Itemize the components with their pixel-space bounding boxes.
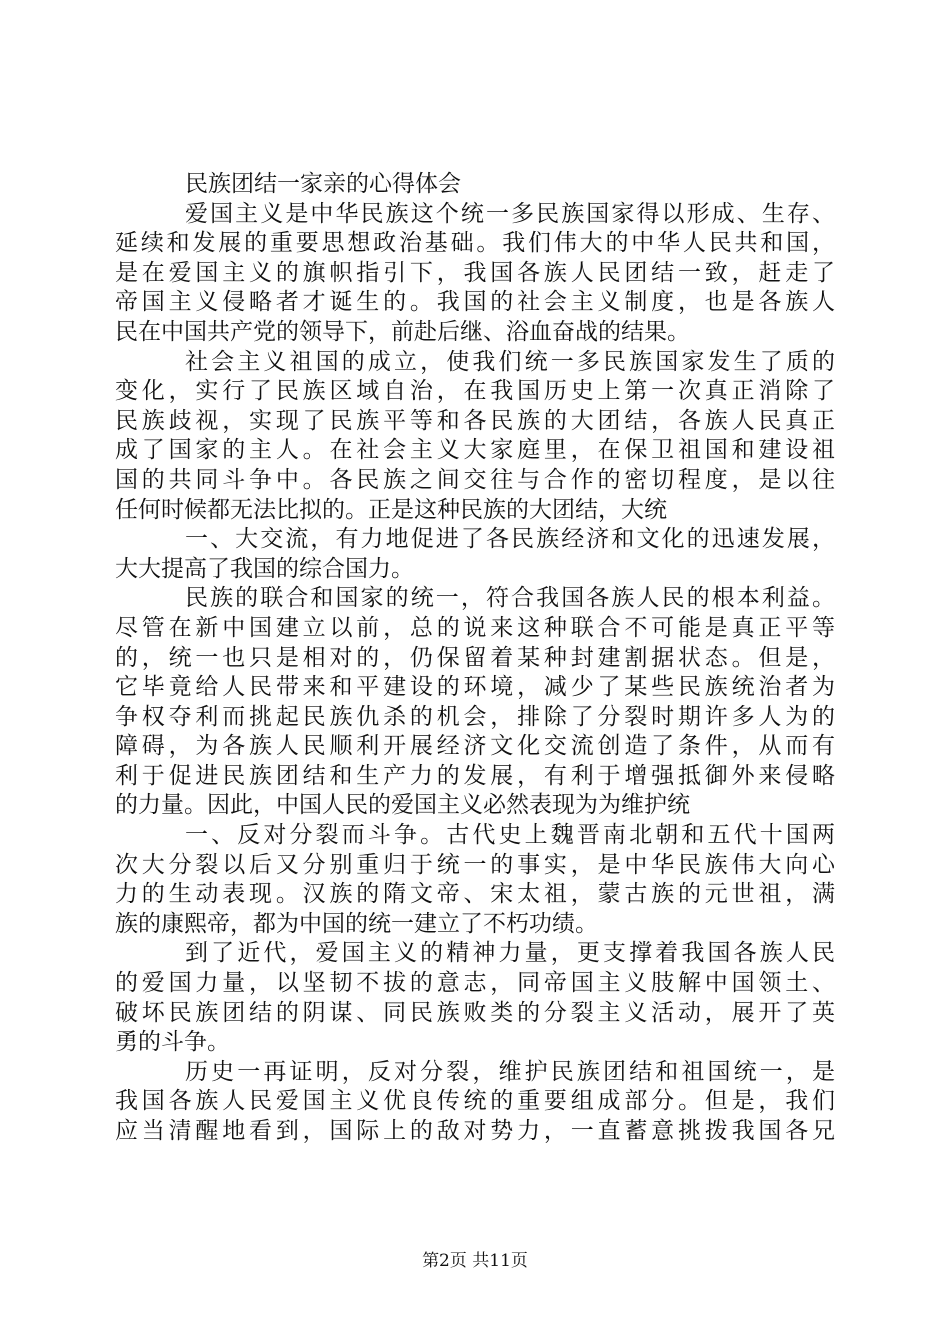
text-line: 到了近代，爱国主义的精神力量，更支撑着我国各族人民 bbox=[185, 940, 835, 967]
text-line: 的爱国力量，以坚韧不拔的意志，同帝国主义肢解中国领土、 bbox=[115, 970, 835, 997]
text-line: 障碍，为各族人民顺利开展经济文化交流创造了条件，从而有 bbox=[115, 733, 835, 760]
page-number: 第2页 共11页 bbox=[422, 1251, 528, 1271]
document-title: 民族团结一家亲的心得体会 bbox=[185, 171, 461, 197]
text-line: 民族歧视，实现了民族平等和各民族的大团结，各族人民真正 bbox=[115, 407, 835, 434]
text-line: 利于促进民族团结和生产力的发展，有利于增强抵御外来侵略 bbox=[115, 762, 835, 789]
text-line: 一、大交流，有力地促进了各民族经济和文化的迅速发展， bbox=[185, 526, 835, 553]
text-line: 应当清醒地看到，国际上的敌对势力，一直蓄意挑拨我国各兄 bbox=[115, 1118, 835, 1144]
text-line: 民在中国共产党的领导下，前赴后继、浴血奋战的结果。 bbox=[115, 318, 690, 345]
text-line: 帝国主义侵略者才诞生的。我国的社会主义制度，也是各族人 bbox=[115, 289, 835, 316]
text-line: 的力量。因此，中国人民的爱国主义必然表现为为维护统 bbox=[115, 792, 690, 819]
text-line: 勇的斗争。 bbox=[115, 1029, 230, 1056]
text-line: 变化，实行了民族区域自治，在我国历史上第一次真正消除了 bbox=[115, 378, 835, 405]
text-line: 民族的联合和国家的统一，符合我国各族人民的根本利益。 bbox=[185, 585, 835, 612]
text-line: 破坏民族团结的阴谋、同民族败类的分裂主义活动，展开了英 bbox=[115, 999, 835, 1026]
text-line: 它毕竟给人民带来和平建设的环境，减少了某些民族统治者为 bbox=[115, 674, 835, 701]
text-line: 次大分裂以后又分别重归于统一的事实，是中华民族伟大向心 bbox=[115, 851, 835, 878]
text-line: 是在爱国主义的旗帜指引下，我国各族人民团结一致，赶走了 bbox=[115, 259, 835, 286]
text-line: 族的康熙帝，都为中国的统一建立了不朽功绩。 bbox=[115, 910, 598, 937]
text-line: 尽管在新中国建立以前，总的说来这种联合不可能是真正平等 bbox=[115, 614, 835, 641]
document-body bbox=[115, 170, 835, 1147]
text-line: 大大提高了我国的综合国力。 bbox=[115, 555, 414, 582]
text-line: 爱国主义是中华民族这个统一多民族国家得以形成、生存、 bbox=[185, 200, 835, 227]
text-line: 一、反对分裂而斗争。古代史上魏晋南北朝和五代十国两 bbox=[185, 822, 835, 849]
text-line: 力的生动表现。汉族的隋文帝、宋太祖，蒙古族的元世祖，满 bbox=[115, 881, 835, 908]
text-line: 成了国家的主人。在社会主义大家庭里，在保卫祖国和建设祖 bbox=[115, 437, 835, 464]
text-line: 历史一再证明，反对分裂，维护民族团结和祖国统一，是 bbox=[185, 1058, 835, 1085]
text-line: 的，统一也只是相对的，仍保留着某种封建割据状态。但是， bbox=[115, 644, 835, 671]
text-line: 我国各族人民爱国主义优良传统的重要组成部分。但是，我们 bbox=[115, 1088, 835, 1115]
text-line: 争权夺利而挑起民族仇杀的机会，排除了分裂时期许多人为的 bbox=[115, 703, 835, 730]
text-line: 延续和发展的重要思想政治基础。我们伟大的中华人民共和国， bbox=[115, 230, 835, 257]
text-line: 任何时候都无法比拟的。正是这种民族的大团结，大统 bbox=[115, 496, 667, 523]
text-line: 社会主义祖国的成立，使我们统一多民族国家发生了质的 bbox=[185, 348, 835, 375]
text-line: 国的共同斗争中。各民族之间交往与合作的密切程度，是以往 bbox=[115, 466, 835, 493]
